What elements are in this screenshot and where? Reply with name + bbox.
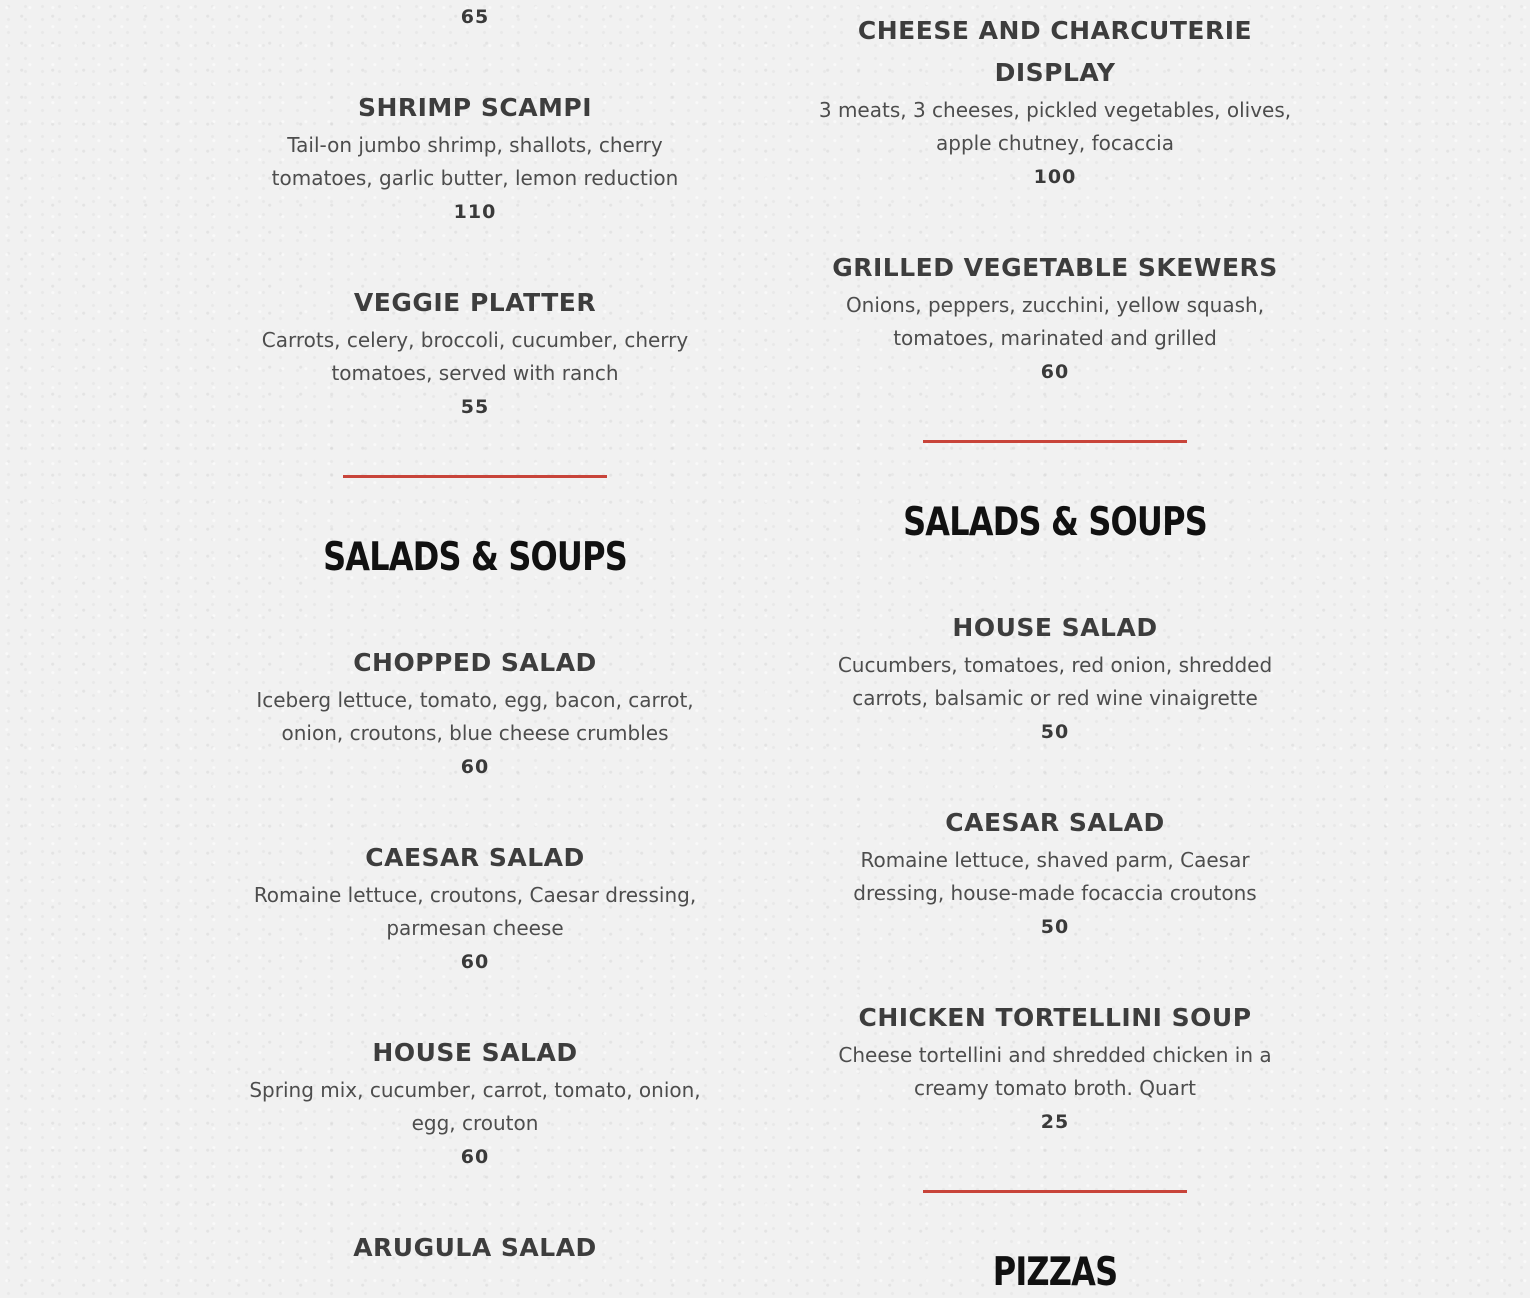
item-price: 25 [1040, 1111, 1070, 1133]
section-title-salads-soups: SALADS & SOUPS [323, 535, 627, 580]
item-description [815, 1039, 1295, 1105]
item-description-line: Carrots, celery, broccoli, cucumber, cherry [261, 328, 689, 352]
item-name: CAESAR SALAD [365, 843, 585, 872]
menu-item-chicken-tortellini-soup [805, 997, 1305, 1139]
item-description-line: Spring mix, cucumber, carrot, tomato, onion, [249, 1078, 701, 1102]
item-description [815, 289, 1295, 355]
item-name: SHRIMP SCAMPI [357, 93, 593, 122]
menu-item-arugula-salad [225, 1227, 725, 1269]
item-name: HOUSE SALAD [372, 1038, 578, 1067]
item-name [805, 10, 1305, 94]
item-price: 50 [1040, 916, 1070, 938]
item-description-line: Onions, peppers, zucchini, yellow squash, [845, 293, 1265, 317]
menu-item-cheese-charcuterie [805, 10, 1305, 194]
menu-item-shrimp-scampi [225, 87, 725, 229]
item-description-line: tomatoes, marinated and grilled [893, 326, 1217, 350]
item-description-line: parmesan cheese [386, 916, 564, 940]
menu-item-caesar-salad [225, 837, 725, 979]
item-description-line: Romaine lettuce, croutons, Caesar dressing, [253, 883, 697, 907]
item-description-line: 3 meats, 3 cheeses, pickled vegetables, olives, [818, 98, 1292, 122]
item-description-line: tomatoes, served with ranch [331, 361, 619, 385]
item-price: 60 [460, 756, 490, 778]
item-description-line: carrots, balsamic or red wine vinaigrette [852, 686, 1258, 710]
menu-item-partial-top [225, 0, 725, 34]
section-divider [343, 475, 607, 478]
item-price: 60 [1040, 361, 1070, 383]
item-price: 65 [460, 6, 490, 28]
item-description-line: Cheese tortellini and shredded chicken in a [838, 1043, 1272, 1067]
menu-item-house-salad [805, 607, 1305, 749]
item-description [235, 1074, 715, 1140]
item-description [235, 684, 715, 750]
item-description [815, 844, 1295, 910]
item-name: HOUSE SALAD [952, 613, 1158, 642]
section-divider [923, 440, 1187, 443]
item-description-line: apple chutney, focaccia [936, 131, 1174, 155]
item-description-line: Tail-on jumbo shrimp, shallots, cherry [287, 133, 663, 157]
item-name: ARUGULA SALAD [353, 1233, 597, 1262]
section-title-pizzas: PIZZAS [992, 1250, 1118, 1295]
menu-item-grilled-vegetable-skewers [805, 247, 1305, 389]
section-title-salads-soups: SALADS & SOUPS [903, 500, 1207, 545]
item-name-line: CHEESE AND CHARCUTERIE [857, 16, 1253, 45]
item-description [815, 94, 1295, 160]
item-price: 50 [1040, 721, 1070, 743]
item-description-line: Cucumbers, tomatoes, red onion, shredded [837, 653, 1273, 677]
item-name: VEGGIE PLATTER [353, 288, 597, 317]
menu-item-caesar-salad [805, 802, 1305, 944]
item-description [815, 649, 1295, 715]
menu-item-chopped-salad [225, 642, 725, 784]
item-name: CHICKEN TORTELLINI SOUP [858, 1003, 1252, 1032]
item-name-line: DISPLAY [994, 58, 1116, 87]
item-description-line: tomatoes, garlic butter, lemon reduction [271, 166, 679, 190]
item-description-line: egg, crouton [411, 1111, 539, 1135]
item-description [235, 324, 715, 390]
item-description [235, 129, 715, 195]
item-description-line: dressing, house-made focaccia croutons [853, 881, 1257, 905]
item-name: GRILLED VEGETABLE SKEWERS [832, 253, 1278, 282]
item-price: 100 [1033, 166, 1077, 188]
item-description-line: creamy tomato broth. Quart [914, 1076, 1196, 1100]
item-price: 55 [460, 396, 490, 418]
item-price: 110 [453, 201, 497, 223]
menu-item-house-salad [225, 1032, 725, 1174]
menu-item-veggie-platter [225, 282, 725, 424]
section-divider [923, 1190, 1187, 1193]
item-description [235, 879, 715, 945]
item-description-line: Iceberg lettuce, tomato, egg, bacon, carrot, [256, 688, 694, 712]
item-name: CAESAR SALAD [945, 808, 1165, 837]
item-description-line: onion, croutons, blue cheese crumbles [281, 721, 669, 745]
item-price: 60 [460, 1146, 490, 1168]
item-name: CHOPPED SALAD [353, 648, 597, 677]
item-description-line: Romaine lettuce, shaved parm, Caesar [860, 848, 1250, 872]
item-price: 60 [460, 951, 490, 973]
